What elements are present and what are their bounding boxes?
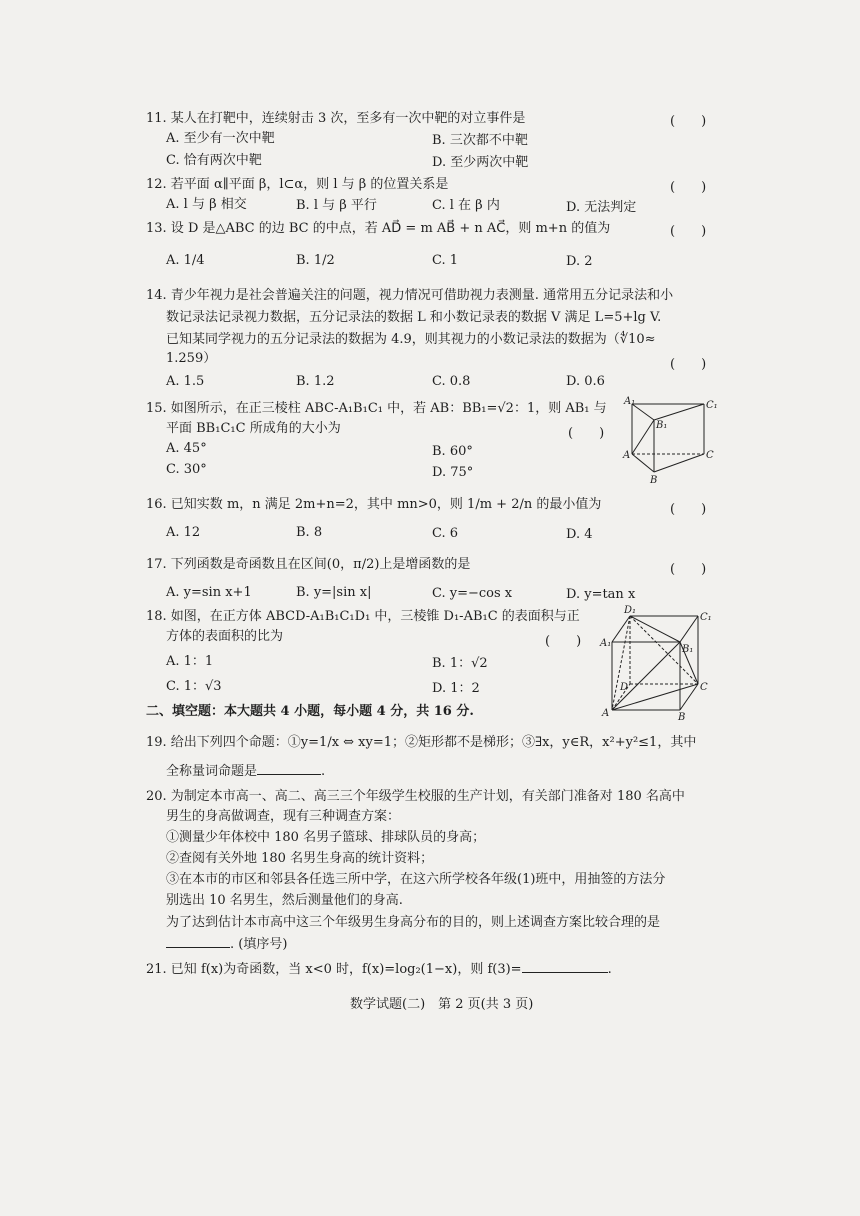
q15-option-b: B. 60° — [432, 444, 473, 459]
q12-stem: 12. 若平面 α∥平面 β，l⊂α，则 l 与 β 的位置关系是 — [146, 177, 449, 192]
section-2-heading: 二、填空题：本大题共 4 小题，每小题 4 分，共 16 分. — [146, 704, 474, 719]
q17-option-d: D. y=tan x — [566, 587, 636, 602]
q16-option-a: A. 12 — [166, 525, 201, 540]
q16-paren: ( ) — [670, 502, 707, 517]
q15-option-a: A. 45° — [166, 441, 207, 456]
fig18-label-b: B — [678, 712, 686, 723]
fig15-label-a1: A₁ — [624, 396, 636, 407]
q18-option-a: A. 1：1 — [166, 654, 214, 669]
q18-option-d: D. 1：2 — [432, 681, 480, 696]
q17-paren: ( ) — [670, 562, 707, 577]
q11-stem: 11. 某人在打靶中，连续射击 3 次，至多有一次中靶的对立事件是 — [146, 111, 526, 126]
q14-option-b: B. 1.2 — [296, 374, 335, 389]
q13-paren: ( ) — [670, 224, 707, 239]
q20-line-5: ③在本市的市区和邻县各任选三所中学，在这六所学校各年级(1)班中，用抽签的方法分 — [166, 872, 666, 887]
q18-option-c: C. 1：√3 — [166, 679, 222, 694]
fig18-label-a: A — [602, 708, 610, 719]
q18-option-b: B. 1：√2 — [432, 656, 488, 671]
fig18-label-c: C — [700, 682, 708, 693]
q14-option-c: C. 0.8 — [432, 374, 471, 389]
q11-option-c: C. 恰有两次中靶 — [166, 153, 262, 168]
q16-option-d: D. 4 — [566, 527, 593, 542]
q12-paren: ( ) — [670, 180, 707, 195]
q19-line-2-text: 全称量词命题是 — [166, 764, 258, 779]
q15-paren: ( ) — [568, 426, 605, 441]
q19-answer-blank[interactable] — [257, 762, 321, 775]
q18-paren: ( ) — [545, 634, 582, 649]
q15-option-d: D. 75° — [432, 465, 474, 480]
fig15-label-b1: B₁ — [656, 420, 668, 431]
q12-option-c: C. l 在 β 内 — [432, 198, 500, 213]
q11-option-a: A. 至少有一次中靶 — [166, 131, 275, 146]
q17-stem: 17. 下列函数是奇函数且在区间(0，π/2)上是增函数的是 — [146, 557, 471, 572]
q19-line-2-end: . — [321, 764, 326, 779]
q14-line-2: 数记录法记录视力数据，五分记录法的数据 L 和小数记录表的数据 V 满足 L=5+lg V. — [166, 310, 662, 325]
fig15-label-b: B — [650, 475, 658, 484]
cube-figure — [598, 602, 720, 724]
q13-option-b: B. 1/2 — [296, 253, 335, 268]
q18-line-1: 18. 如图，在正方体 ABCD-A₁B₁C₁D₁ 中，三棱锥 D₁-AB₁C 的表面积与正 — [146, 609, 580, 624]
q11-paren: ( ) — [670, 114, 707, 129]
q17-option-c: C. y=−cos x — [432, 586, 513, 601]
q12-option-d: D. 无法判定 — [566, 200, 637, 215]
q12-option-a: A. l 与 β 相交 — [166, 197, 247, 212]
q15-line-2: 平面 BB₁C₁C 所成角的大小为 — [166, 421, 341, 436]
q14-line-1: 14. 青少年视力是社会普遍关注的问题，视力情况可借助视力表测量. 通常用五分记录法和小 — [146, 288, 674, 303]
q15-line-1: 15. 如图所示，在正三棱柱 ABC-A₁B₁C₁ 中，若 AB：BB₁=√2：1，则 AB₁ 与 — [146, 401, 607, 416]
q15-option-c: C. 30° — [166, 462, 207, 477]
q18-line-2: 方体的表面积的比为 — [166, 629, 284, 644]
q11-option-d: D. 至少两次中靶 — [432, 155, 529, 170]
page-footer: 数学试题(二) 第 2 页(共 3 页) — [350, 997, 534, 1012]
q20-line-3: ①测量少年体校中 180 名男子篮球、排球队员的身高； — [166, 830, 486, 845]
q20-line-7: 为了达到估计本市高中这三个年级男生身高分布的目的，则上述调查方案比较合理的是 — [166, 915, 661, 930]
prism-figure — [618, 392, 718, 484]
q14-paren: ( ) — [670, 357, 707, 372]
q14-option-d: D. 0.6 — [566, 374, 605, 389]
fig18-label-d: D — [620, 682, 629, 693]
q13-option-d: D. 2 — [566, 254, 593, 269]
q13-stem: 13. 设 D 是△ABC 的边 BC 的中点，若 AD⃗ = m AB⃗ + n AC⃗，则 m+n 的值为 — [146, 221, 611, 236]
q20-line-6: 别选出 10 名男生，然后测量他们的身高. — [166, 893, 403, 908]
fig18-label-b1: B₁ — [682, 644, 694, 655]
q21-end: . — [607, 962, 612, 977]
q21-line — [146, 960, 612, 979]
q21-text: 21. 已知 f(x)为奇函数，当 x<0 时，f(x)=log₂(1−x)，则 f(3)= — [146, 962, 522, 977]
fig15-label-c1: C₁ — [706, 400, 718, 411]
q17-option-a: A. y=sin x+1 — [166, 585, 252, 600]
q16-stem: 16. 已知实数 m，n 满足 2m+n=2，其中 mn>0，则 1/m + 2/n 的最小值为 — [146, 497, 602, 512]
q20-line-2: 男生的身高做调查，现有三种调查方案： — [166, 809, 401, 824]
q20-line-1: 20. 为制定本市高一、高二、高三三个年级学生校服的生产计划，有关部门准备对 180 名高中 — [146, 789, 685, 804]
q17-option-b: B. y=|sin x| — [296, 585, 372, 600]
q16-option-c: C. 6 — [432, 526, 459, 541]
q21-answer-blank[interactable] — [522, 960, 608, 973]
q14-option-a: A. 1.5 — [166, 374, 205, 389]
q20-answer-blank[interactable] — [166, 935, 230, 948]
q13-option-c: C. 1 — [432, 253, 459, 268]
fig15-label-c: C — [706, 450, 714, 461]
fig18-label-a1: A₁ — [600, 638, 612, 649]
fig18-label-d1: D₁ — [624, 605, 637, 616]
q14-line-3: 已知某同学视力的五分记录法的数据为 4.9，则其视力的小数记录法的数据为（∜10≈ — [166, 332, 656, 347]
q16-option-b: B. 8 — [296, 525, 323, 540]
q14-line-4: 1.259） — [166, 351, 217, 366]
q13-option-a: A. 1/4 — [166, 253, 205, 268]
q20-line-4: ②查阅有关外地 180 名男生身高的统计资料； — [166, 851, 434, 866]
q19-line-1: 19. 给出下列四个命题：①y=1/x ⇔ xy=1；②矩形都不是梯形；③∃x，y∈R，x²+y²≤1，其中 — [146, 735, 697, 750]
q12-option-b: B. l 与 β 平行 — [296, 198, 377, 213]
fig18-label-c1: C₁ — [700, 612, 712, 623]
q20-line-8-text: . (填序号) — [230, 937, 288, 952]
fig15-label-a: A — [623, 450, 631, 461]
q11-option-b: B. 三次都不中靶 — [432, 133, 528, 148]
q19-line-2 — [166, 762, 325, 781]
q20-line-8 — [166, 935, 287, 954]
